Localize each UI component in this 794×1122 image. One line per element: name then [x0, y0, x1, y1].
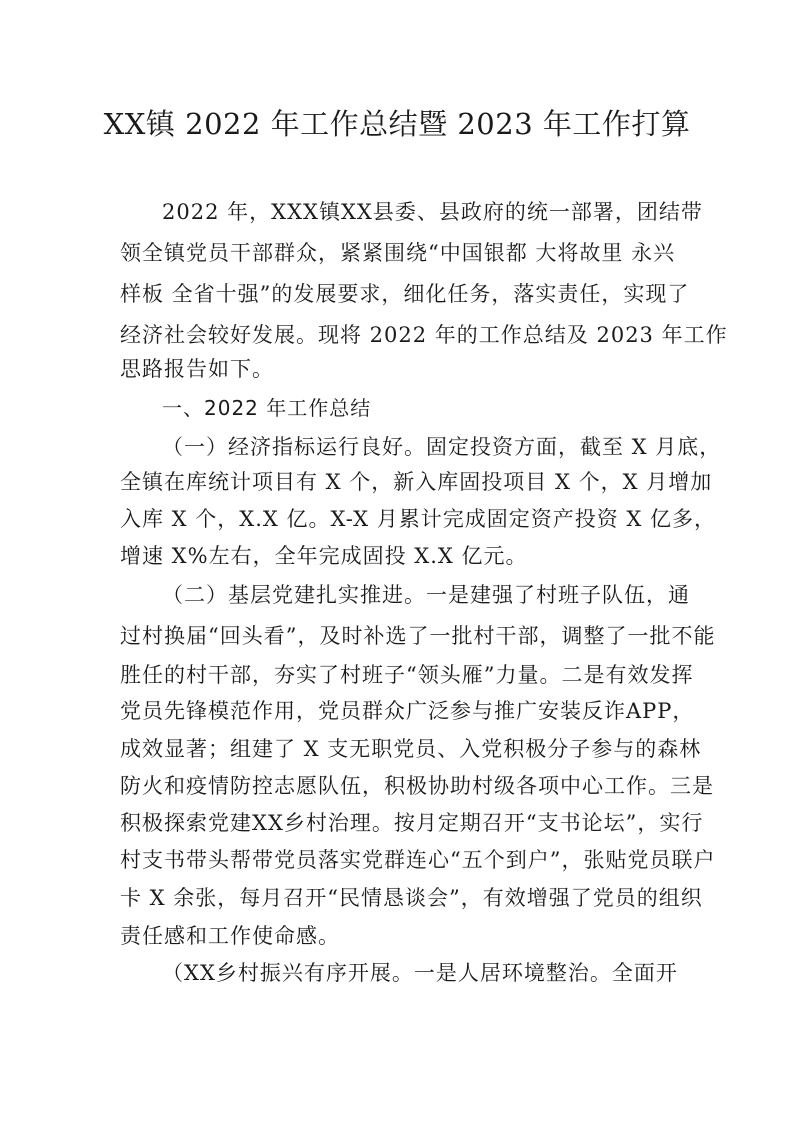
paragraph-line: 成效显著；组建了 X 支无职党员、入党积极分子参与的森林: [120, 737, 702, 761]
paragraph-line: 入库 X 个，X.X 亿。X-X 月累计完成固定资产投资 X 亿多，: [120, 507, 717, 531]
document-title: XX镇 2022 年工作总结暨 2023 年工作打算: [103, 107, 691, 141]
paragraph-line: 积极探索党建XX乡村治理。按月定期召开“支书论坛”，实行: [120, 811, 704, 835]
paragraph-line: 经济社会较好发展。现将 2022 年的工作总结及 2023 年工作: [120, 323, 728, 347]
paragraph-line: 过村换届“回头看”，及时补选了一批村干部，调整了一批不能: [120, 624, 716, 648]
paragraph-line: 责任感和工作使命感。: [120, 924, 340, 948]
paragraph-line: （XX乡村振兴有序开展。一是人居环境整治。全面开: [162, 961, 678, 985]
paragraph-line: 党员先锋模范作用，党员群众广泛参与推广安装反诈APP，: [120, 699, 695, 723]
paragraph-line: 增速 X%左右，全年完成固投 X.X 亿元。: [120, 544, 528, 568]
paragraph-line: 胜任的村干部，夯实了村班子“领头雁”力量。二是有效发挥: [120, 663, 694, 687]
section-heading: 一、2022 年工作总结: [162, 396, 372, 420]
paragraph-line: （一）经济指标运行良好。固定投资方面，截至 X 月底，: [162, 435, 722, 459]
paragraph-line: 全镇在库统计项目有 X 个，新入库固投项目 X 个，X 月增加: [120, 470, 713, 494]
paragraph-line: 2022 年，XXX镇XX县委、县政府的统一部署，团结带: [162, 200, 703, 224]
paragraph-line: （二）基层党建扎实推进。一是建强了村班子队伍，通: [162, 583, 690, 607]
paragraph-line: 村支书带头帮带党员落实党群连心“五个到户”，张贴党员联户: [120, 848, 716, 872]
paragraph-line: 防火和疫情防控志愿队伍，积极协助村级各项中心工作。三是: [120, 774, 714, 798]
paragraph-line: 思路报告如下。: [120, 357, 274, 381]
paragraph-line: 领全镇党员干部群众，紧紧围绕“中国银都 大将故里 永兴: [120, 241, 676, 265]
paragraph-line: 卡 X 余张，每月召开“民情恳谈会”，有效增强了党员的组织: [120, 886, 703, 910]
paragraph-line: 样板 全省十强”的发展要求，细化任务，落实责任，实现了: [120, 282, 690, 306]
